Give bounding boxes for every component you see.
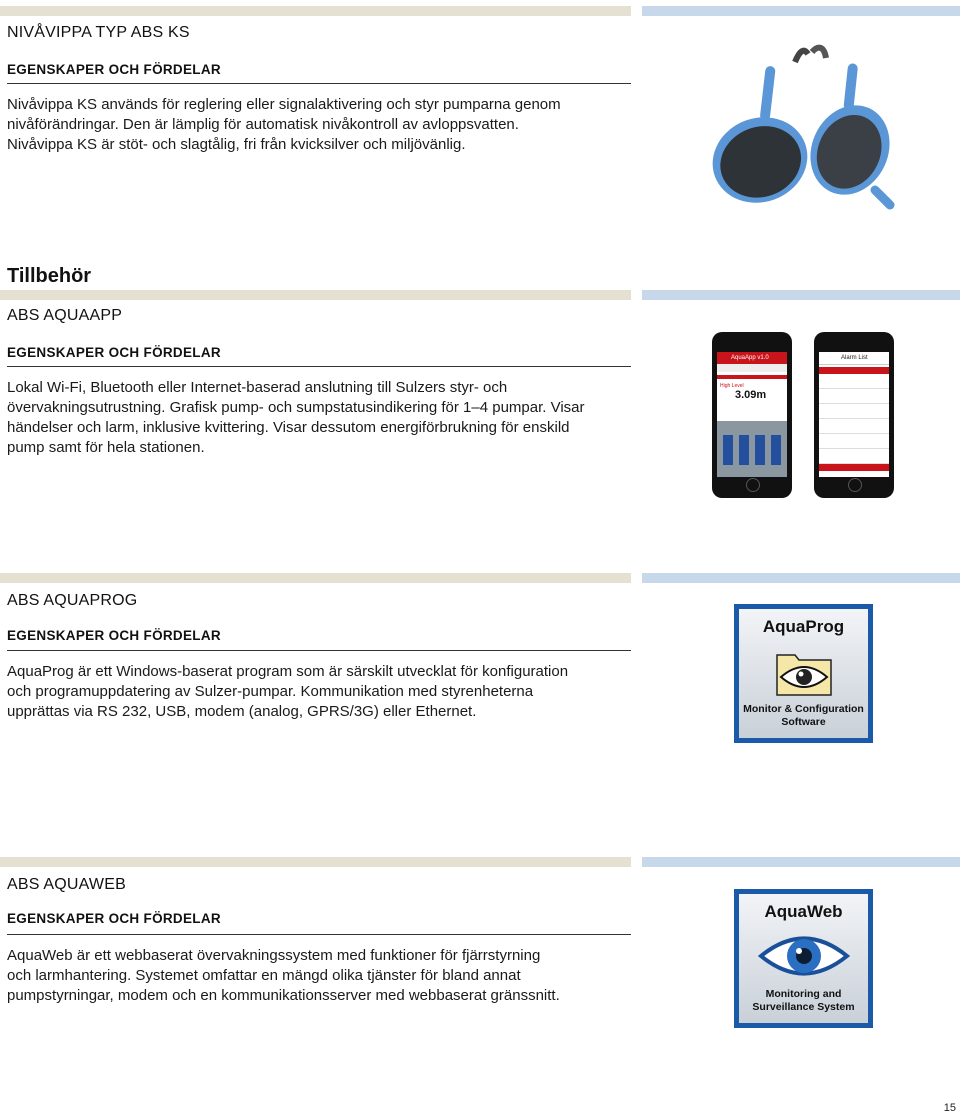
app-title: AquaApp v1.0 <box>717 352 787 364</box>
logo-caption: Monitor & Configuration <box>743 703 864 715</box>
logo-name: AquaProg <box>762 617 845 636</box>
level-label: High Level <box>720 383 744 389</box>
level-reading: 3.09m <box>735 389 767 401</box>
section-band <box>0 573 631 583</box>
phone-right <box>814 332 894 498</box>
logo-name: AquaWeb <box>764 902 843 921</box>
logo-caption: Surveillance System <box>752 1001 855 1013</box>
page-number: 15 <box>943 1102 956 1114</box>
phone-left <box>712 332 792 498</box>
phone-screen <box>819 352 889 477</box>
app-title: Alarm List <box>819 352 889 365</box>
aquaweb-logo <box>734 889 873 1028</box>
accessories-heading: Tillbehör <box>7 265 92 287</box>
section-subtitle: EGENSKAPER OCH FÖRDELAR <box>7 628 221 643</box>
float-switch-image <box>700 40 900 215</box>
phone-screen <box>717 352 787 477</box>
section-body <box>7 378 632 458</box>
section-body <box>7 946 632 1006</box>
pump-graphic <box>717 421 787 477</box>
folder-eye-icon <box>773 647 835 699</box>
section-title: ABS AQUAWEB <box>7 876 126 893</box>
body-line: Nivåvippa KS är stöt- och slagtålig, fri från kvicksilver och miljövänlig. <box>7 136 466 153</box>
body-line: pump samt för hela stationen. <box>7 439 205 456</box>
section-body <box>7 95 632 155</box>
aquaprog-logo <box>734 604 873 743</box>
section-band-image <box>642 573 960 583</box>
section-title: NIVÅVIPPA TYP ABS KS <box>7 24 190 41</box>
body-line: AquaProg är ett Windows-baserat program som är särskilt utvecklat för konfiguration <box>7 663 569 680</box>
body-line: Nivåvippa KS används för reglering eller signalaktivering och styr pumparna genom <box>7 96 561 113</box>
section-title: ABS AQUAAPP <box>7 307 123 324</box>
body-line: upprättas via RS 232, USB, modem (analog, GPRS/3G) eller Ethernet. <box>7 703 477 720</box>
logo-caption: Software <box>781 716 826 728</box>
section-band-image <box>642 857 960 867</box>
body-line: och programuppdatering av Sulzer-pumpar. Kommunikation med styrenheterna <box>7 683 534 700</box>
body-line: Lokal Wi-Fi, Bluetooth eller Internet-baserad anslutning till Sulzers styr- och <box>7 379 508 396</box>
section-subtitle: EGENSKAPER OCH FÖRDELAR <box>7 345 221 360</box>
divider <box>7 650 631 651</box>
logo-caption: Monitoring and <box>765 988 842 1000</box>
divider <box>7 934 631 935</box>
eye-icon <box>758 929 850 983</box>
body-line: pumpstyrningar, modem och en kommunikationsserver med webbaserat gränssnitt. <box>7 987 560 1004</box>
section-subtitle: EGENSKAPER OCH FÖRDELAR <box>7 911 221 926</box>
body-line: och larmhantering. Systemet omfattar en mängd olika tjänster för bland annat <box>7 967 521 984</box>
section-band <box>0 290 631 300</box>
section-band-image <box>642 6 960 16</box>
section-band <box>0 6 631 16</box>
divider <box>7 366 631 367</box>
body-line: övervakningsutrustning. Grafisk pump- och sumpstatusindikering för 1–4 pumpar. Visar <box>7 399 585 416</box>
section-subtitle: EGENSKAPER OCH FÖRDELAR <box>7 62 221 77</box>
body-line: AquaWeb är ett webbaserat övervakningssystem med funktioner för fjärrstyrning <box>7 947 541 964</box>
section-title: ABS AQUAPROG <box>7 592 138 609</box>
section-band-image <box>642 290 960 300</box>
divider <box>7 83 631 84</box>
section-band <box>0 857 631 867</box>
body-line: nivåförändringar. Den är lämplig för automatisk nivåkontroll av avloppsvatten. <box>7 116 519 133</box>
section-body <box>7 662 632 722</box>
body-line: händelser och larm, inklusive kvittering. Visar dessutom energiförbrukning för enskild <box>7 419 570 436</box>
